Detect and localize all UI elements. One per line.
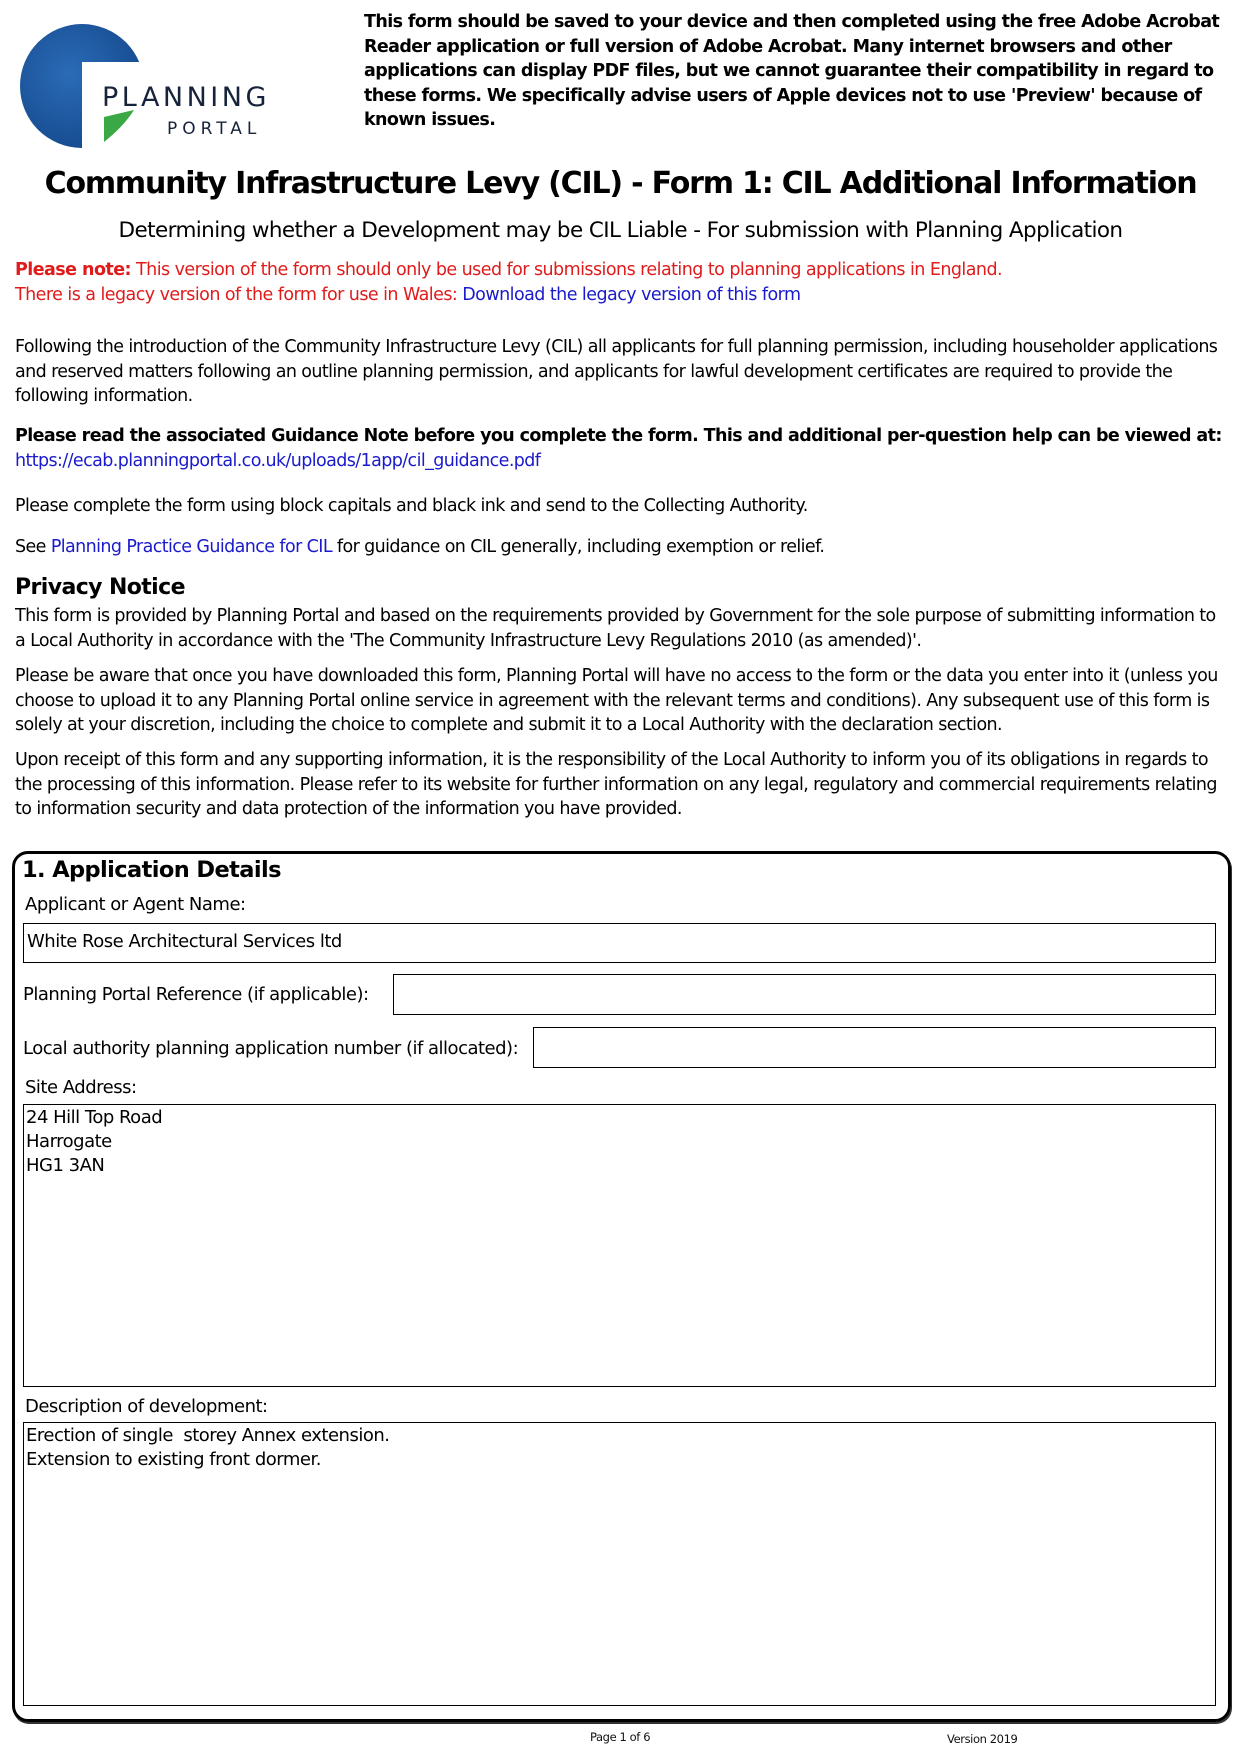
wales-legacy-note (15, 283, 800, 307)
description-field[interactable]: Erection of single storey Annex extension. Extension to existing front dormer. (23, 1422, 1216, 1706)
please-note-label: Please note: (15, 260, 131, 280)
svg-text:PORTAL: PORTAL (167, 119, 262, 139)
page-title: Community Infrastructure Levy (CIL) - Form 1: CIL Additional Information (44, 166, 1197, 201)
la-application-number-label: Local authority planning application number (if allocated): (23, 1038, 519, 1059)
la-application-number-field[interactable] (533, 1027, 1216, 1068)
pp-reference-label: Planning Portal Reference (if applicable): (23, 984, 369, 1005)
planning-portal-logo (16, 14, 306, 150)
planning-portal-logo-icon (16, 14, 306, 150)
site-address-label: Site Address: (25, 1077, 137, 1098)
england-only-note (15, 258, 1002, 282)
please-note-text: This version of the form should only be used for submissions relating to planning applications in England. (131, 260, 1003, 280)
guidance-pdf-link[interactable]: https://ecab.planningportal.co.uk/uploads/1app/cil_guidance.pdf (15, 451, 541, 471)
guidance-link-line (15, 449, 1230, 474)
intro-paragraph: Following the introduction of the Community Infrastructure Levy (CIL) all applicants for full planning permission, including householder applications and reserved matters following an outline planning permission, and applicants for lawful development certificates are required to provide the following information. (15, 337, 1218, 406)
guidance-note-instruction: Please read the associated Guidance Note before you complete the form. This and additional per-question help can be viewed at: (15, 426, 1222, 446)
description-label: Description of development: (25, 1396, 268, 1417)
applicant-name-field[interactable]: White Rose Architectural Services ltd (23, 923, 1216, 963)
privacy-paragraph-2: Please be aware that once you have downloaded this form, Planning Portal will have no access to the form or the data you enter into it (unless you choose to upload it to any Planning Portal online service in agreement with the relevant terms and conditions). Any subsequent use of this form is solely at your discretion, including the choice to complete and submit it to a Local Authority with the declaration section. (15, 666, 1218, 735)
applicant-name-label: Applicant or Agent Name: (25, 894, 246, 915)
page-number: Page 1 of 6 (590, 1730, 651, 1744)
pp-reference-field[interactable] (393, 974, 1216, 1015)
completion-instruction: Please complete the form using block capitals and black ink and send to the Collecting Authority. (15, 496, 808, 516)
ppg-guidance-line (15, 535, 1230, 560)
privacy-heading: Privacy Notice (15, 575, 185, 600)
legacy-form-link[interactable]: Download the legacy version of this form (462, 285, 801, 305)
privacy-paragraph-3: Upon receipt of this form and any supporting information, it is the responsibility of the Local Authority to inform you of its obligations in regards to the processing of this information. Please refer to its website for further information on any legal, regulatory and commercial requirements relating to information security and data protection of the information you have provided. (15, 750, 1217, 819)
page-subtitle: Determining whether a Development may be CIL Liable - For submission with Planning Application (118, 218, 1123, 243)
see-suffix: for guidance on CIL generally, including exemption or relief. (331, 537, 825, 557)
legacy-text: There is a legacy version of the form for use in Wales: (15, 285, 463, 305)
svg-text:PLANNING: PLANNING (102, 82, 270, 113)
privacy-paragraph-1: This form is provided by Planning Portal and based on the requirements provided by Government for the sole purpose of submitting information to a Local Authority in accordance with the 'The Community Infrastructure Levy Regulations 2010 (as amended)'. (15, 606, 1216, 651)
ppg-cil-link[interactable]: Planning Practice Guidance for CIL (50, 537, 332, 557)
acrobat-notice: This form should be saved to your device and then completed using the free Adobe Acrobat Reader application or full version of Adobe Acrobat. Many internet browsers and other applications can display PDF files, but we cannot guarantee their compatibility in regard to these forms. We specifically advise users of Apple devices not to use 'Preview' because of known issues. (364, 12, 1220, 130)
see-prefix: See (15, 537, 51, 557)
site-address-field[interactable]: 24 Hill Top Road Harrogate HG1 3AN (23, 1104, 1216, 1387)
version-label: Version 2019 (947, 1732, 1018, 1746)
section-title: 1. Application Details (22, 857, 281, 883)
